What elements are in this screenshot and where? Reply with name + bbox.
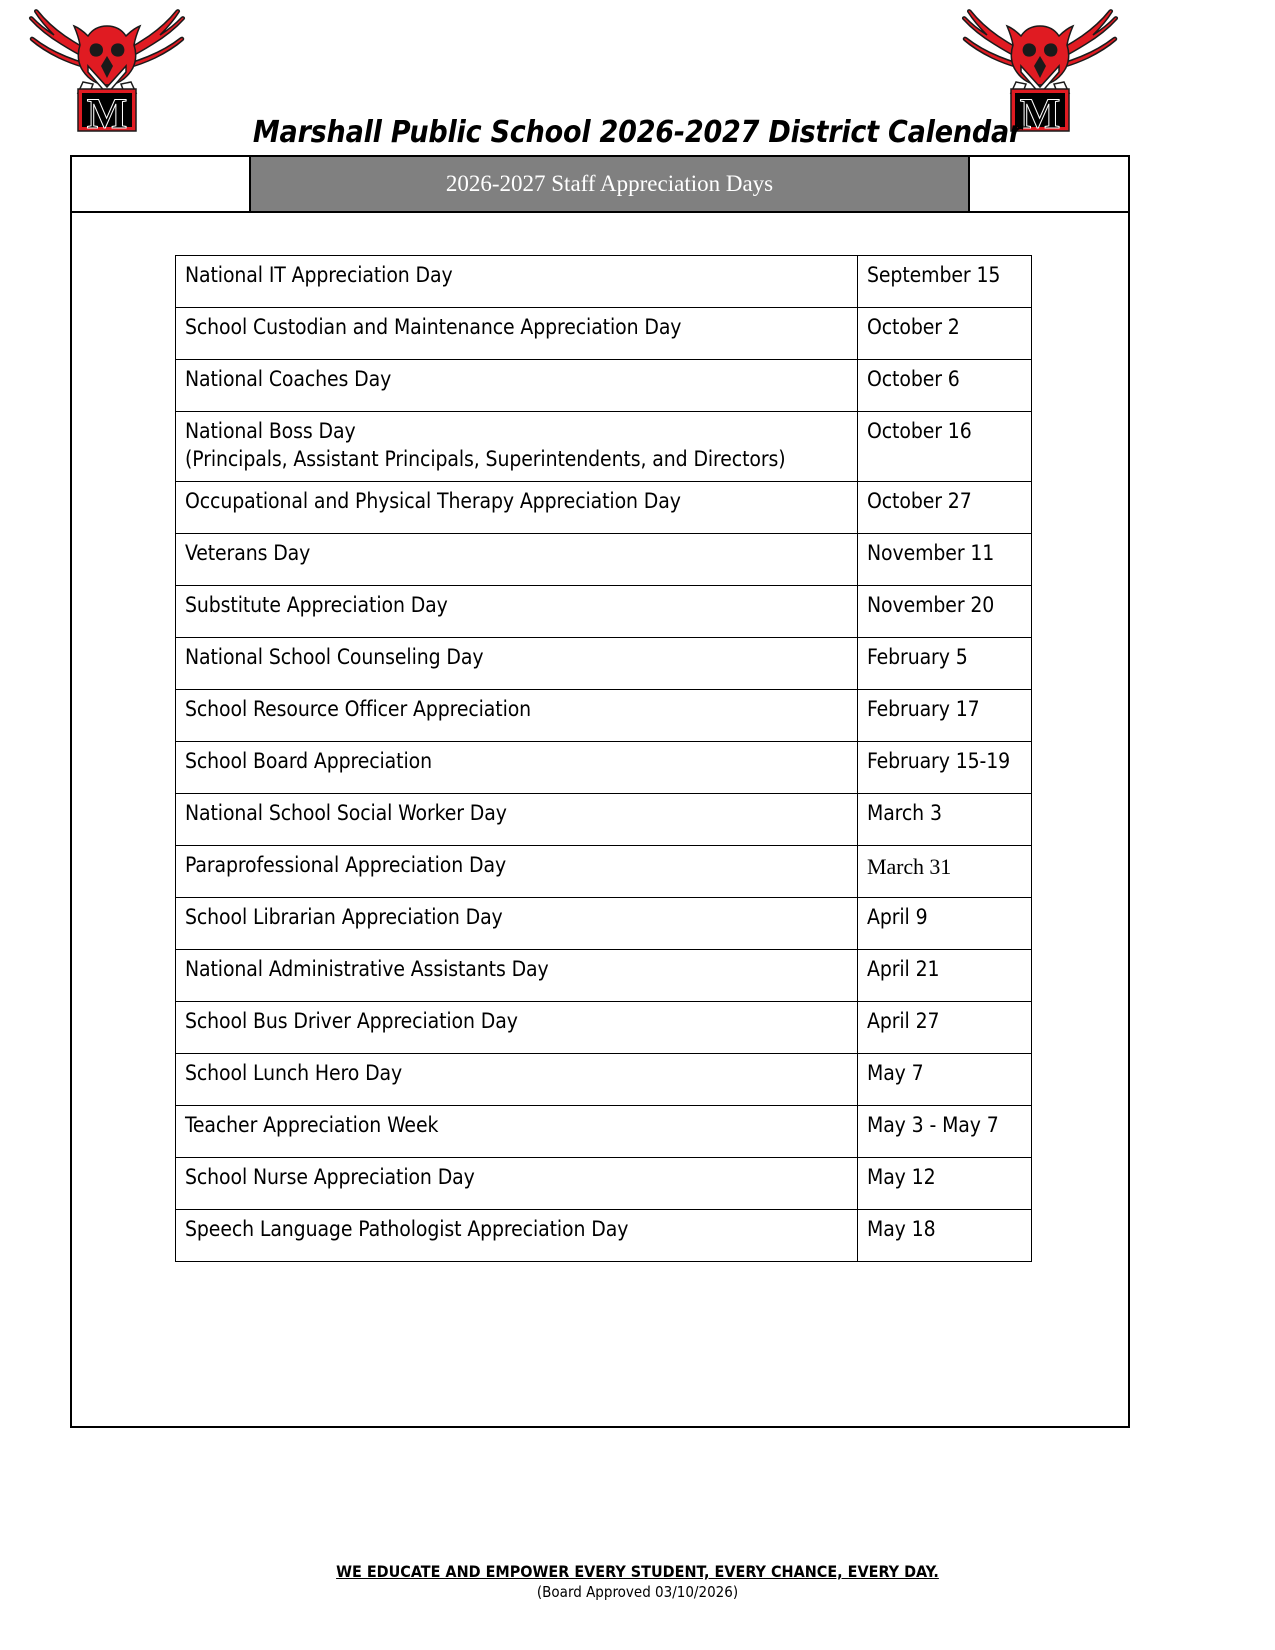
appreciation-day-date: May 18 [858,1209,1032,1261]
appreciation-day-date: April 27 [858,1001,1032,1053]
appreciation-day-date: November 20 [858,585,1032,637]
table-row [176,793,1032,845]
appreciation-day-label: Veterans Day [185,540,311,565]
appreciation-day-name [176,741,858,793]
table-row [176,533,1032,585]
appreciation-day-date: February 15-19 [858,741,1032,793]
district-motto: WE EDUCATE AND EMPOWER EVERY STUDENT, EVERY CHANCE, EVERY DAY. [336,1562,939,1581]
staff-appreciation-table [175,255,1032,1262]
appreciation-day-name [176,897,858,949]
table-row [176,689,1032,741]
table-row [176,949,1032,1001]
appreciation-day-date: March 31 [858,845,1032,897]
appreciation-day-name [176,1209,858,1261]
table-row [176,897,1032,949]
appreciation-day-date: October 27 [858,481,1032,533]
appreciation-day-label: Teacher Appreciation Week [185,1112,439,1137]
appreciation-day-date: May 12 [858,1157,1032,1209]
banner-cell-center [250,155,970,213]
appreciation-day-date: September 15 [858,256,1032,308]
table-row [176,256,1032,308]
appreciation-day-label: National IT Appreciation Day [185,263,453,287]
appreciation-day-name [176,845,858,897]
appreciation-day-label: School Board Appreciation [185,748,432,773]
appreciation-day-label: National Administrative Assistants Day [185,956,549,981]
appreciation-day-label: School Nurse Appreciation Day [185,1164,475,1189]
page-title: Marshall Public School 2026-2027 District Calendar [252,115,1023,150]
appreciation-day-date: October 16 [858,412,1032,482]
appreciation-day-date: February 5 [858,637,1032,689]
appreciation-day-name [176,481,858,533]
table-row [176,1001,1032,1053]
appreciation-day-label: School Bus Driver Appreciation Day [185,1008,518,1033]
table-row [176,481,1032,533]
appreciation-day-label: National Coaches Day [185,367,392,391]
appreciation-day-label: School Resource Officer Appreciation [185,696,532,721]
appreciation-day-name [176,1157,858,1209]
appreciation-day-name [176,949,858,1001]
appreciation-day-label: National School Social Worker Day [185,800,507,825]
table-row [176,637,1032,689]
appreciation-day-label: School Lunch Hero Day [185,1060,403,1085]
appreciation-day-date: April 9 [858,897,1032,949]
appreciation-day-date: May 7 [858,1053,1032,1105]
staff-appreciation-table-wrap [175,255,1031,1262]
appreciation-day-name [176,1105,858,1157]
appreciation-day-date: May 3 - May 7 [858,1105,1032,1157]
banner-title: 2026-2027 Staff Appreciation Days [445,171,774,196]
table-row [176,412,1032,482]
table-row [176,1209,1032,1261]
appreciation-day-date: March 3 [858,793,1032,845]
appreciation-day-date: October 6 [858,360,1032,412]
appreciation-day-name [176,308,858,360]
appreciation-day-subtitle: (Principals, Assistant Principals, Superintendents, and Directors) [185,446,786,471]
appreciation-day-label: School Custodian and Maintenance Appreciation Day [185,315,682,339]
appreciation-day-name [176,533,858,585]
appreciation-day-date: November 11 [858,533,1032,585]
appreciation-day-label: Substitute Appreciation Day [185,592,448,617]
appreciation-day-label: National School Counseling Day [185,644,484,669]
table-row [176,360,1032,412]
table-row [176,845,1032,897]
logo-letter: M [1019,91,1061,133]
appreciation-day-date: April 21 [858,949,1032,1001]
banner-row [70,155,1130,213]
appreciation-day-name [176,1053,858,1105]
footer [0,1562,1275,1601]
table-row [176,1157,1032,1209]
table-row [176,585,1032,637]
appreciation-day-name [176,412,858,482]
board-approved-note: (Board Approved 03/10/2026) [536,1583,739,1601]
appreciation-day-label: School Librarian Appreciation Day [185,904,503,929]
appreciation-day-name [176,689,858,741]
banner-cell-right [970,155,1130,213]
appreciation-day-date: February 17 [858,689,1032,741]
logo-letter: M [86,91,128,133]
appreciation-day-label: Occupational and Physical Therapy Appreciation Day [185,488,681,513]
table-row [176,308,1032,360]
appreciation-day-name [176,360,858,412]
table-row [176,1053,1032,1105]
appreciation-day-name [176,1001,858,1053]
appreciation-day-date: October 2 [858,308,1032,360]
banner-cell-left [70,155,250,213]
staff-appreciation-table-body [176,256,1032,1262]
table-row [176,1105,1032,1157]
table-row [176,741,1032,793]
appreciation-day-name [176,585,858,637]
appreciation-day-name [176,793,858,845]
appreciation-day-label: Paraprofessional Appreciation Day [185,852,507,877]
appreciation-day-label: Speech Language Pathologist Appreciation Day [185,1216,629,1241]
appreciation-day-label: National Boss Day [185,419,356,443]
appreciation-day-name [176,256,858,308]
appreciation-day-name [176,637,858,689]
